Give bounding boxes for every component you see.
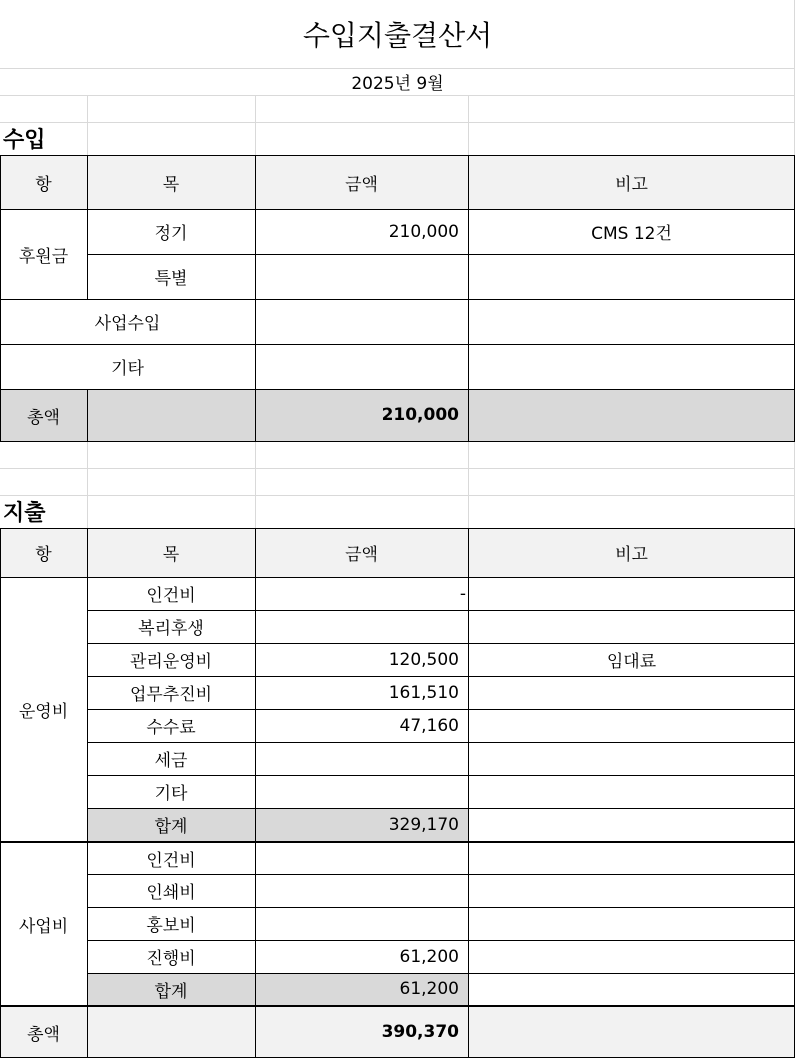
operating-row-note[interactable] xyxy=(468,676,795,709)
operating-row-note[interactable] xyxy=(468,709,795,742)
income-total-amount: 210,000 xyxy=(381,405,459,425)
operating-row-amount[interactable] xyxy=(255,775,468,808)
project-row-amount[interactable] xyxy=(255,907,468,940)
project-row-amount[interactable] xyxy=(255,874,468,907)
project-row-note[interactable] xyxy=(468,940,795,973)
document-title: 수입지출결산서 xyxy=(302,19,493,52)
income-section-title: 수입 xyxy=(3,128,46,153)
expense-section-title: 지출 xyxy=(3,501,46,526)
income-header-mok: 목 xyxy=(162,174,180,195)
business-income-note[interactable] xyxy=(468,299,795,344)
operating-row-amount[interactable]: 120,500 xyxy=(388,649,459,670)
operating-row-label: 기타 xyxy=(154,784,188,804)
income-header-note: 비고 xyxy=(615,174,648,195)
operating-row-label: 업무추진비 xyxy=(129,685,213,705)
operating-row-amount[interactable] xyxy=(255,610,468,643)
operating-subtotal-label: 합계 xyxy=(154,817,188,837)
operating-row-label: 수수료 xyxy=(146,718,196,738)
donation-special-amount[interactable] xyxy=(255,254,468,299)
expense-header-mok: 목 xyxy=(162,545,180,565)
operating-row-note[interactable]: 임대료 xyxy=(606,652,657,672)
operating-row-note[interactable] xyxy=(468,610,795,643)
income-header-hang: 항 xyxy=(35,174,52,195)
operating-row-note[interactable] xyxy=(468,742,795,775)
project-subtotal-label: 합계 xyxy=(154,981,188,1002)
operating-row-note[interactable] xyxy=(468,577,795,610)
other-income-note[interactable] xyxy=(468,344,795,389)
operating-row-label: 복리후생 xyxy=(138,619,204,639)
operating-expense-label: 운영비 xyxy=(18,701,69,722)
project-row-label: 인쇄비 xyxy=(146,883,196,903)
project-row-label: 홍보비 xyxy=(146,916,196,936)
operating-row-label: 인건비 xyxy=(146,586,196,606)
operating-row-label: 세금 xyxy=(154,751,188,771)
expense-header-note: 비고 xyxy=(615,545,648,565)
other-income-label: 기타 xyxy=(111,359,144,379)
expense-header-amount: 금액 xyxy=(345,545,378,565)
project-row-note[interactable] xyxy=(468,843,795,874)
income-total-label: 총액 xyxy=(27,407,60,428)
operating-subtotal-amount: 329,170 xyxy=(388,814,459,835)
project-row-amount[interactable] xyxy=(255,843,468,874)
donation-regular-amount[interactable]: 210,000 xyxy=(388,221,459,242)
project-row-amount[interactable]: 61,200 xyxy=(399,946,459,967)
donation-label: 후원금 xyxy=(18,246,69,267)
business-income-label: 사업수입 xyxy=(94,314,161,334)
business-income-amount[interactable] xyxy=(255,299,468,344)
income-header-amount: 금액 xyxy=(345,174,378,195)
other-income-amount[interactable] xyxy=(255,344,468,389)
project-row-note[interactable] xyxy=(468,907,795,940)
donation-regular-note[interactable]: CMS 12건 xyxy=(591,224,672,244)
operating-row-amount[interactable]: - xyxy=(459,583,466,604)
project-row-label: 인건비 xyxy=(146,851,196,871)
project-subtotal-amount: 61,200 xyxy=(399,979,459,999)
expense-header-hang: 항 xyxy=(35,545,52,565)
operating-row-note[interactable] xyxy=(468,775,795,808)
operating-row-amount[interactable] xyxy=(255,742,468,775)
period-label: 2025년 9월 xyxy=(351,74,444,94)
operating-row-amount[interactable]: 161,510 xyxy=(388,682,459,703)
donation-regular-label: 정기 xyxy=(154,224,188,244)
project-expense-label: 사업비 xyxy=(18,916,69,937)
operating-row-amount[interactable]: 47,160 xyxy=(399,715,459,736)
project-row-label: 진행비 xyxy=(146,949,196,969)
donation-special-note[interactable] xyxy=(468,254,795,299)
operating-row-label: 관리운영비 xyxy=(129,652,213,672)
expense-total-label: 총액 xyxy=(27,1024,60,1045)
project-row-note[interactable] xyxy=(468,874,795,907)
donation-special-label: 특별 xyxy=(154,269,188,289)
expense-total-amount: 390,370 xyxy=(381,1022,459,1042)
